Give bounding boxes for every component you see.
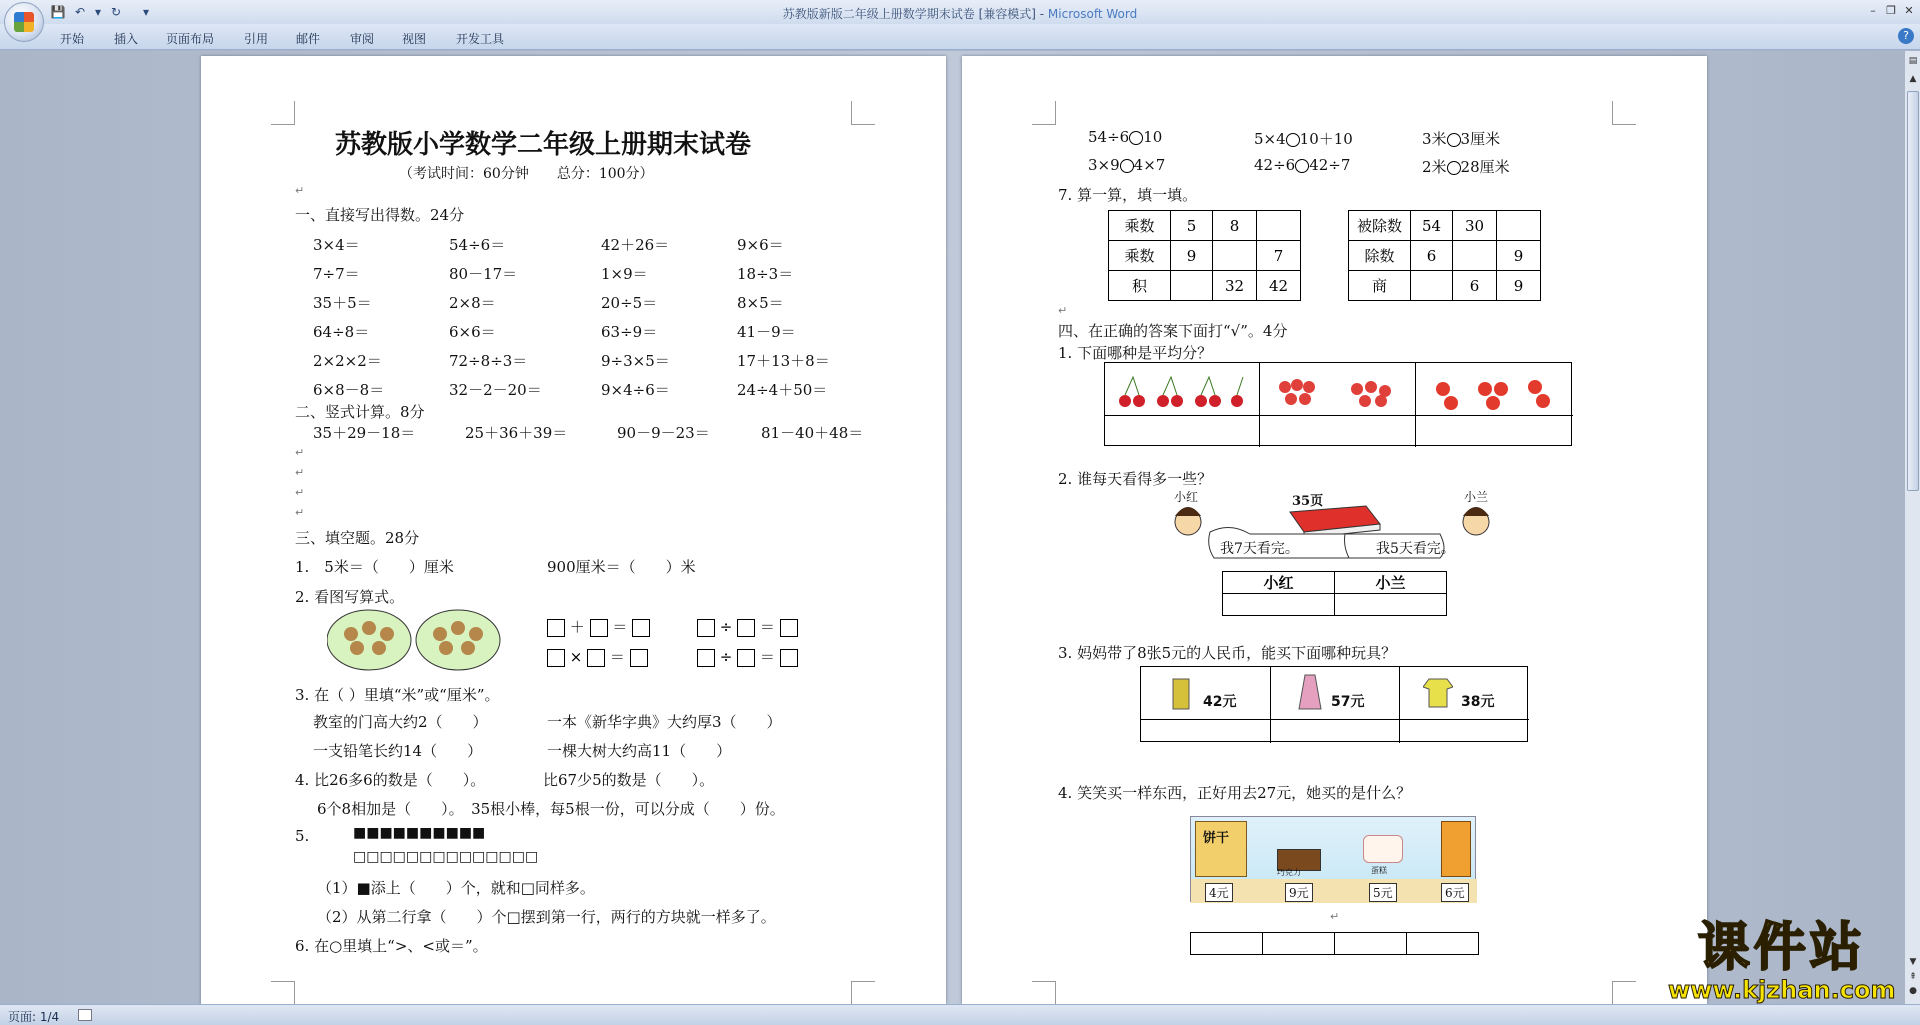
equation-boxes-4: ÷ ＝ [697, 646, 798, 667]
scroll-up-icon[interactable]: ▲ [1909, 74, 1917, 84]
tshirt-icon [1423, 675, 1453, 709]
problem: 80－17＝ [449, 265, 518, 283]
item-price: 9元 [1285, 883, 1313, 902]
undo-icon[interactable]: ↶ [74, 5, 86, 19]
restore-icon[interactable]: ❐ [1886, 4, 1896, 17]
speech-bubble-xiaohong: 我7天看完。 [1220, 541, 1299, 557]
question-4-4: 4. 笑笑买一样东西，正好用去27元，她买的是什么？ [1058, 784, 1412, 802]
tab-developer[interactable]: 开发工具 [456, 32, 505, 46]
question-3d: 一棵大树大约高11（ ） [547, 742, 732, 760]
section-3-heading: 三、填空题。28分 [295, 529, 420, 547]
toy-price-table [1140, 666, 1528, 742]
question-1a: 1. 5米＝（ ）厘米 [295, 558, 454, 576]
ruler-toggle-icon[interactable]: ▤ [1908, 56, 1918, 66]
section-1-heading: 一、直接写出得数。24分 [295, 206, 465, 224]
compare-right: 10＋10 [1299, 130, 1353, 148]
speech-bubble-xiaolan: 我5天看完。 [1376, 541, 1455, 557]
cherries-image [1111, 371, 1253, 411]
problem: 35＋5＝ [313, 294, 372, 312]
problem: 63÷9＝ [601, 323, 658, 341]
office-button[interactable] [4, 2, 44, 42]
section-2-heading: 二、竖式计算。8分 [295, 403, 425, 421]
filled-squares-row: ■■■■■■■■■■ [353, 825, 486, 841]
office-logo-icon [14, 12, 34, 32]
girl-name-xiaolan: 小兰 [1464, 490, 1489, 504]
tab-view[interactable]: 视图 [402, 32, 427, 46]
problem: 17＋13＋8＝ [737, 352, 830, 370]
problem: 6×8－8＝ [313, 381, 385, 399]
compare-right: 42÷7 [1309, 156, 1351, 174]
compare-right: 3厘米 [1460, 130, 1501, 148]
overalls-icon [1169, 675, 1193, 711]
crop-mark [271, 101, 295, 125]
mushroom-groups-image [327, 606, 507, 676]
question-7: 7. 算一算，填一填。 [1058, 186, 1198, 204]
title-bar [0, 0, 1920, 24]
help-icon[interactable]: ? [1898, 28, 1914, 44]
compare-left: 5×4 [1254, 130, 1286, 148]
book-pages-label: 35页 [1292, 494, 1324, 509]
minimize-icon[interactable]: – [1870, 4, 1876, 17]
problem: 7÷7＝ [313, 265, 360, 283]
browse-object-icon[interactable]: ● [1909, 986, 1917, 996]
problem: 3×4＝ [313, 236, 360, 254]
question-5b: （2）从第二行拿（ ）个□摆到第一行，两行的方块就一样多了。 [317, 908, 776, 926]
crop-mark [1612, 981, 1636, 1004]
question-4b: 比67少5的数是（ ）。 [543, 771, 715, 789]
tab-mailings[interactable]: 邮件 [296, 32, 321, 46]
question-3c: 一支铅笔长约14（ ） [313, 742, 483, 760]
compare-left: 3×9 [1088, 156, 1120, 174]
crop-mark [1032, 101, 1056, 125]
crop-mark [1612, 101, 1636, 125]
toy-price: 38元 [1461, 694, 1495, 710]
watermark-logo: 课件站 www.kjzhan.com [1668, 918, 1896, 1004]
problem: 9×6＝ [737, 236, 784, 254]
snack-answer-table [1190, 932, 1479, 955]
compare-circle[interactable] [1447, 161, 1461, 175]
question-4-2: 2. 谁每天看得多一些？ [1058, 470, 1213, 488]
equation-boxes-2: ÷ ＝ [697, 616, 798, 637]
toy-price: 42元 [1203, 694, 1237, 710]
item-price: 4元 [1205, 883, 1233, 902]
problem: 9×4÷6＝ [601, 381, 670, 399]
fruit-groups-table [1104, 362, 1572, 446]
problem: 9÷3×5＝ [601, 352, 670, 370]
toy-price: 57元 [1331, 694, 1365, 710]
division-table: 被除数 54 30 除数 6 9 商 6 9 [1348, 210, 1541, 301]
problem: 81－40＋48＝ [761, 424, 864, 442]
question-3: 3. 在（ ）里填“米”或“厘米”。 [295, 686, 500, 704]
crop-mark [851, 101, 875, 125]
problem: 18÷3＝ [737, 265, 794, 283]
equation-boxes-1: ＋ ＝ [547, 616, 650, 637]
crop-mark [271, 981, 295, 1004]
question-6: 6. 在○里填上“>、<或＝”。 [295, 937, 488, 955]
question-1b: 900厘米＝（ ）米 [547, 558, 696, 576]
compare-right: 10 [1143, 128, 1163, 146]
tab-home[interactable]: 开始 [60, 32, 85, 46]
question-4c: 6个8相加是（ ）。 35根小棒，每5根一份，可以分成（ ）份。 [317, 800, 785, 818]
vertical-scrollbar[interactable] [1904, 51, 1920, 1004]
strawberries-image [1267, 371, 1409, 411]
equation-boxes-3: × ＝ [547, 646, 648, 667]
tab-insert[interactable]: 插入 [114, 32, 139, 46]
girl-name-xiaohong: 小红 [1174, 490, 1199, 504]
status-bar [0, 1004, 1920, 1025]
save-icon[interactable]: 💾 [50, 5, 66, 19]
problem: 8×5＝ [737, 294, 784, 312]
problem: 42＋26＝ [601, 236, 670, 254]
compare-circle[interactable] [1286, 133, 1300, 147]
problem: 41－9＝ [737, 323, 796, 341]
proofing-icon[interactable] [78, 1009, 92, 1021]
cake-label: 蛋糕 [1371, 866, 1387, 875]
chocolate-label: 巧克力 [1277, 868, 1301, 877]
compare-circle[interactable] [1447, 133, 1461, 147]
problem: 24÷4＋50＝ [737, 381, 828, 399]
problem: 35＋29－18＝ [313, 424, 416, 442]
scroll-down-icon[interactable]: ▼ [1909, 957, 1917, 967]
problem: 25＋36＋39＝ [465, 424, 568, 442]
problem: 32－2－20＝ [449, 381, 542, 399]
window-title: 苏教版新版二年级上册数学期末试卷 [兼容模式] - Microsoft Word [782, 7, 1138, 21]
problem: 20÷5＝ [601, 294, 658, 312]
question-4a: 4. 比26多6的数是（ ）。 [295, 771, 486, 789]
question-3b: 一本《新华字典》大约厚3（ ） [547, 713, 782, 731]
problem: 2×8＝ [449, 294, 496, 312]
compare-left: 3米 [1422, 130, 1447, 148]
problem: 90－9－23＝ [617, 424, 710, 442]
item-price: 5元 [1369, 883, 1397, 902]
previous-page-icon[interactable]: ⇞ [1909, 972, 1917, 982]
compare-circle[interactable] [1129, 131, 1143, 145]
question-3a: 教室的门高大约2（ ） [313, 713, 488, 731]
question-4-3: 3. 妈妈带了8张5元的人民币，能买下面哪种玩具？ [1058, 644, 1397, 662]
exam-title: 苏教版小学数学二年级上册期末试卷 [335, 130, 752, 160]
empty-squares-row: □□□□□□□□□□□□□□ [353, 849, 539, 865]
tomatoes-image [1423, 371, 1565, 411]
compare-circle[interactable] [1120, 159, 1134, 173]
question-4-1: 1. 下面哪种是平均分？ [1058, 344, 1213, 362]
undo-dropdown-icon[interactable]: ▾ [94, 5, 102, 19]
tab-page-layout[interactable]: 页面布局 [166, 32, 215, 46]
compare-left: 2米 [1422, 158, 1447, 176]
crop-mark [851, 981, 875, 1004]
redo-icon[interactable]: ↻ [110, 5, 122, 19]
compare-circle[interactable] [1295, 159, 1309, 173]
page-indicator[interactable]: 页面: 1/4 [8, 1010, 60, 1024]
compare-right: 4×7 [1133, 156, 1166, 174]
compare-left: 54÷6 [1088, 128, 1130, 146]
problem: 64÷8＝ [313, 323, 370, 341]
shop-shelf-image [1190, 816, 1476, 902]
scrollbar-thumb[interactable] [1907, 91, 1919, 491]
problem: 2×2×2＝ [313, 352, 382, 370]
tab-review[interactable]: 审阅 [350, 32, 375, 46]
problem: 72÷8÷3＝ [449, 352, 528, 370]
exam-subtitle: （考试时间：60分钟 总分：100分） [399, 166, 654, 182]
skirt-icon [1297, 673, 1323, 711]
document-page-2[interactable]: 54÷6 10 5×4 10＋10 3米 3厘米 3×9 4×7 42÷6 42÷7 2米 28厘米 7. 算一算，填一填。 乘数 5 8 乘数 9 7 积 32 42 被除数 54 30 除数 6 9 商 6 9 ↵ 四、在正确的答案下面打“√”。4分 1. 下面哪种是平均分？ 2. 谁每天看得多一些？ 小红 小兰 35页 我7天看完。 我5天看完。 小红 小兰 3. 妈妈带了8张5元的人民币，能买下面哪种玩具？ 42元 57元 38元 4. 笑笑买一样东西，正好用去27元，她买的是什么？ 饼干 巧克力 蛋糕 4元 9元 5元 6元 ↵ [962, 56, 1707, 1004]
problem: 1×9＝ [601, 265, 648, 283]
close-icon[interactable]: ✕ [1904, 4, 1914, 17]
biscuit-label: 饼干 [1203, 831, 1230, 846]
problem: 6×6＝ [449, 323, 496, 341]
reading-answer-table: 小红 小兰 [1222, 571, 1447, 616]
customize-qat-icon[interactable]: ▾ [142, 5, 150, 19]
multiplication-table: 乘数 5 8 乘数 9 7 积 32 42 [1108, 210, 1301, 301]
item-price: 6元 [1441, 883, 1469, 902]
section-4-heading: 四、在正确的答案下面打“√”。4分 [1058, 322, 1288, 340]
compare-left: 42÷6 [1254, 156, 1296, 174]
question-5: 5. [295, 827, 310, 845]
problem: 54÷6＝ [449, 236, 506, 254]
question-2: 2. 看图写算式。 [295, 588, 405, 606]
tab-references[interactable]: 引用 [244, 32, 269, 46]
question-5a: （1）■添上（ ）个，就和□同样多。 [317, 879, 595, 897]
ribbon-tabs [0, 24, 1920, 50]
crop-mark [1032, 981, 1056, 1004]
compare-right: 28厘米 [1460, 158, 1510, 176]
document-page-1[interactable]: 苏教版小学数学二年级上册期末试卷 （考试时间：60分钟 总分：100分） ↵ 一、直接写出得数。24分 3×4＝ 54÷6＝ 42＋26＝ 9×6＝ 7÷7＝ 80－17＝ 1×9＝ 18÷3＝ 35＋5＝ 2×8＝ 20÷5＝ 8×5＝ 64÷8＝ 6×6＝ 63÷9＝ 41－9＝ 2×2×2＝ 72÷8÷3＝ 9÷3×5＝ 17＋13＋8＝ 6×8－8＝ 32－2－20＝ 9×4÷6＝ 24÷4＋50＝ 二、竖式计算。8分 35＋29－18＝ 25＋36＋39＝ 90－9－23＝ 81－40＋48＝ ↵ ↵ ↵ ↵ 三、填空题。28分 1. 5米＝（ ）厘米 900厘米＝（ ）米 2. 看图写算式。 ＋ ＝ ÷ ＝ × ＝ ÷ ＝ 3. 在（ ）里填“米”或“厘米”。 教室的门高大约2（ ） 一本《新华字典》大约厚3（ ） 一支铅笔长约14（ ） 一棵大树大约高11（ ） 4. 比26多6的数是（ ）。 比67少5的数是（ ）。 6个8相加是（ ）。 35根小棒，每5根一份，可以分成（ ）份。 5. ■■■■■■■■■■ □□□□□□□□□□□□□□ （1）■添上（ ）个，就和□同样多。 （2）从第二行拿（ ）个□摆到第一行，两行的方块就一样多了。 6. 在○里填上“>、<或＝”。 [201, 56, 946, 1004]
